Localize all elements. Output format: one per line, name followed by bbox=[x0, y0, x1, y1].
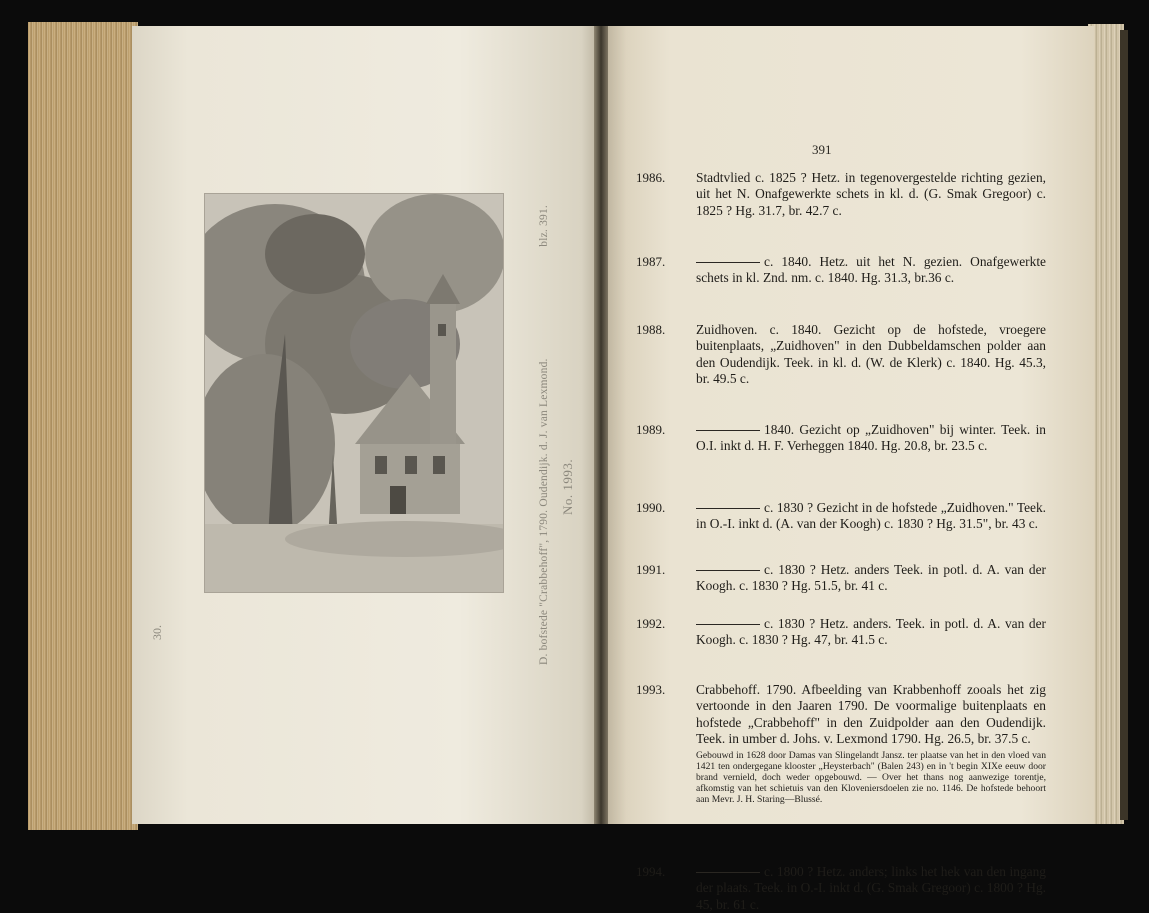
plate-number: 30. bbox=[150, 625, 164, 640]
entry-text: c. 1800 ? Hetz. anders; links het hek van den ingang der plaats. Teek. in O.-I. inkt d. (G. Smak Gregoor) c. 1800 ? Hg. 45, br. 61 c. bbox=[696, 864, 1046, 912]
entry-text-wrap bbox=[696, 500, 1046, 533]
entry-number: 1987. bbox=[636, 254, 666, 269]
entry-text: Stadtvlied c. 1825 ? Hetz. in tegenovergestelde richting gezien, uit het N. Onafgewerkte schets in kl. d. (G. Smak Gregoor) c. 1825 ? Hg. 31.7, br. 42.7 c. bbox=[696, 170, 1046, 218]
catalogue-entry bbox=[636, 322, 1076, 388]
entry-text-wrap bbox=[696, 864, 1046, 913]
entry-text-wrap bbox=[696, 422, 1046, 455]
entry-text-wrap bbox=[696, 562, 1046, 595]
entry-number: 1990. bbox=[636, 500, 666, 515]
entry-text: c. 1840. Hetz. uit het N. gezien. Onafgewerkte schets in kl. Znd. nm. c. 1840. Hg. 31.3, br.36 c. bbox=[696, 254, 1046, 286]
ditto-dash bbox=[696, 872, 760, 873]
engraving-image bbox=[205, 194, 503, 592]
entry-text: Zuidhoven. c. 1840. Gezicht op de hofstede, vroegere buitenplaats, „Zuidhoven" in den Dubbeldamschen polder aan den Oudendijk. Teek. in kl. d. (W. de Klerk) c. 1840. Hg. 45.3, br. 49.5 c. bbox=[696, 322, 1046, 387]
entry-text: Crabbehoff. 1790. Afbeelding van Krabbenhoff zooals het zig vertoonde in den Jaaren 1790. De voormalige buitenplaats en hofstede „Crabbehoff" in den Zuidpolder aan den Oudendijk. Teek. in umber d. Johs. v. Lexmond 1790. Hg. 26.5, br. 37.5 c. bbox=[696, 682, 1046, 747]
page-number: 391 bbox=[812, 142, 832, 157]
catalogue-entry bbox=[636, 864, 1076, 913]
plate-caption-line bbox=[538, 205, 550, 665]
entry-number: 1992. bbox=[636, 616, 666, 631]
entry-text-wrap bbox=[696, 616, 1046, 649]
entry-number: 1989. bbox=[636, 422, 666, 437]
ditto-dash bbox=[696, 508, 760, 509]
left-page-edges bbox=[28, 22, 138, 830]
ditto-dash bbox=[696, 430, 760, 431]
catalogue-entry bbox=[636, 254, 1076, 287]
entry-text: c. 1830 ? Hetz. anders. Teek. in potl. d. A. van der Koogh. c. 1830 ? Hg. 47, br. 41.5 c. bbox=[696, 616, 1046, 648]
entry-text: c. 1830 ? Hetz. anders Teek. in potl. d. A. van der Koogh. c. 1830 ? Hg. 51.5, br. 41 c. bbox=[696, 562, 1046, 594]
plate-title: D. bofstede "Crabbehoff", 1790. Oudendijk. d. J. van Lexmond. bbox=[538, 358, 550, 665]
catalogue-entry bbox=[636, 500, 1076, 533]
plate-catalogue-number: No. 1993. bbox=[560, 458, 575, 515]
entry-text: 1840. Gezicht op „Zuidhoven" bij winter. Teek. in O.I. inkt d. H. F. Verheggen 1840. Hg. 20.8, br. 23.5 c. bbox=[696, 422, 1046, 454]
plate-page-ref: blz. 391. bbox=[538, 205, 550, 247]
entry-text: c. 1830 ? Gezicht in de hofstede „Zuidhoven." Teek. in O.-I. inkt d. (A. van der Koogh) c. 1830 ? Hg. 31.5", br. 43 c. bbox=[696, 500, 1046, 532]
entry-number: 1986. bbox=[636, 170, 666, 185]
entry-text-wrap bbox=[696, 254, 1046, 287]
entry-number: 1993. bbox=[636, 682, 666, 697]
catalogue-entry bbox=[636, 616, 1076, 649]
entry-number: 1988. bbox=[636, 322, 666, 337]
book-binding bbox=[1120, 30, 1128, 820]
ditto-dash bbox=[696, 624, 760, 625]
plate-illustration bbox=[204, 193, 504, 593]
entry-number: 1994. bbox=[636, 864, 666, 879]
ditto-dash bbox=[696, 570, 760, 571]
entry-footnote: Gebouwd in 1628 door Damas van Slingelandt Jansz. ter plaatse van het in den vloed van 1421 ten ondergegane klooster „Heysterbach" (Balen 243) en in 't begin XIXe eeuw door brand vernield, doch weder opgebouwd. — Over het thans nog aanwezige torentje, afkomstig van het schietuis van den Kloveniersdoelen zie no. 1146. De hofstede behoort aan Mevr. J. H. Staring—Blussé. bbox=[696, 749, 1046, 806]
ditto-dash bbox=[696, 262, 760, 263]
plate-caption bbox=[530, 205, 610, 665]
entry-number: 1991. bbox=[636, 562, 666, 577]
catalogue-entry bbox=[636, 422, 1076, 455]
catalogue-entry bbox=[636, 562, 1076, 595]
catalogue-entry bbox=[636, 170, 1076, 219]
catalogue-entry bbox=[636, 682, 1076, 806]
